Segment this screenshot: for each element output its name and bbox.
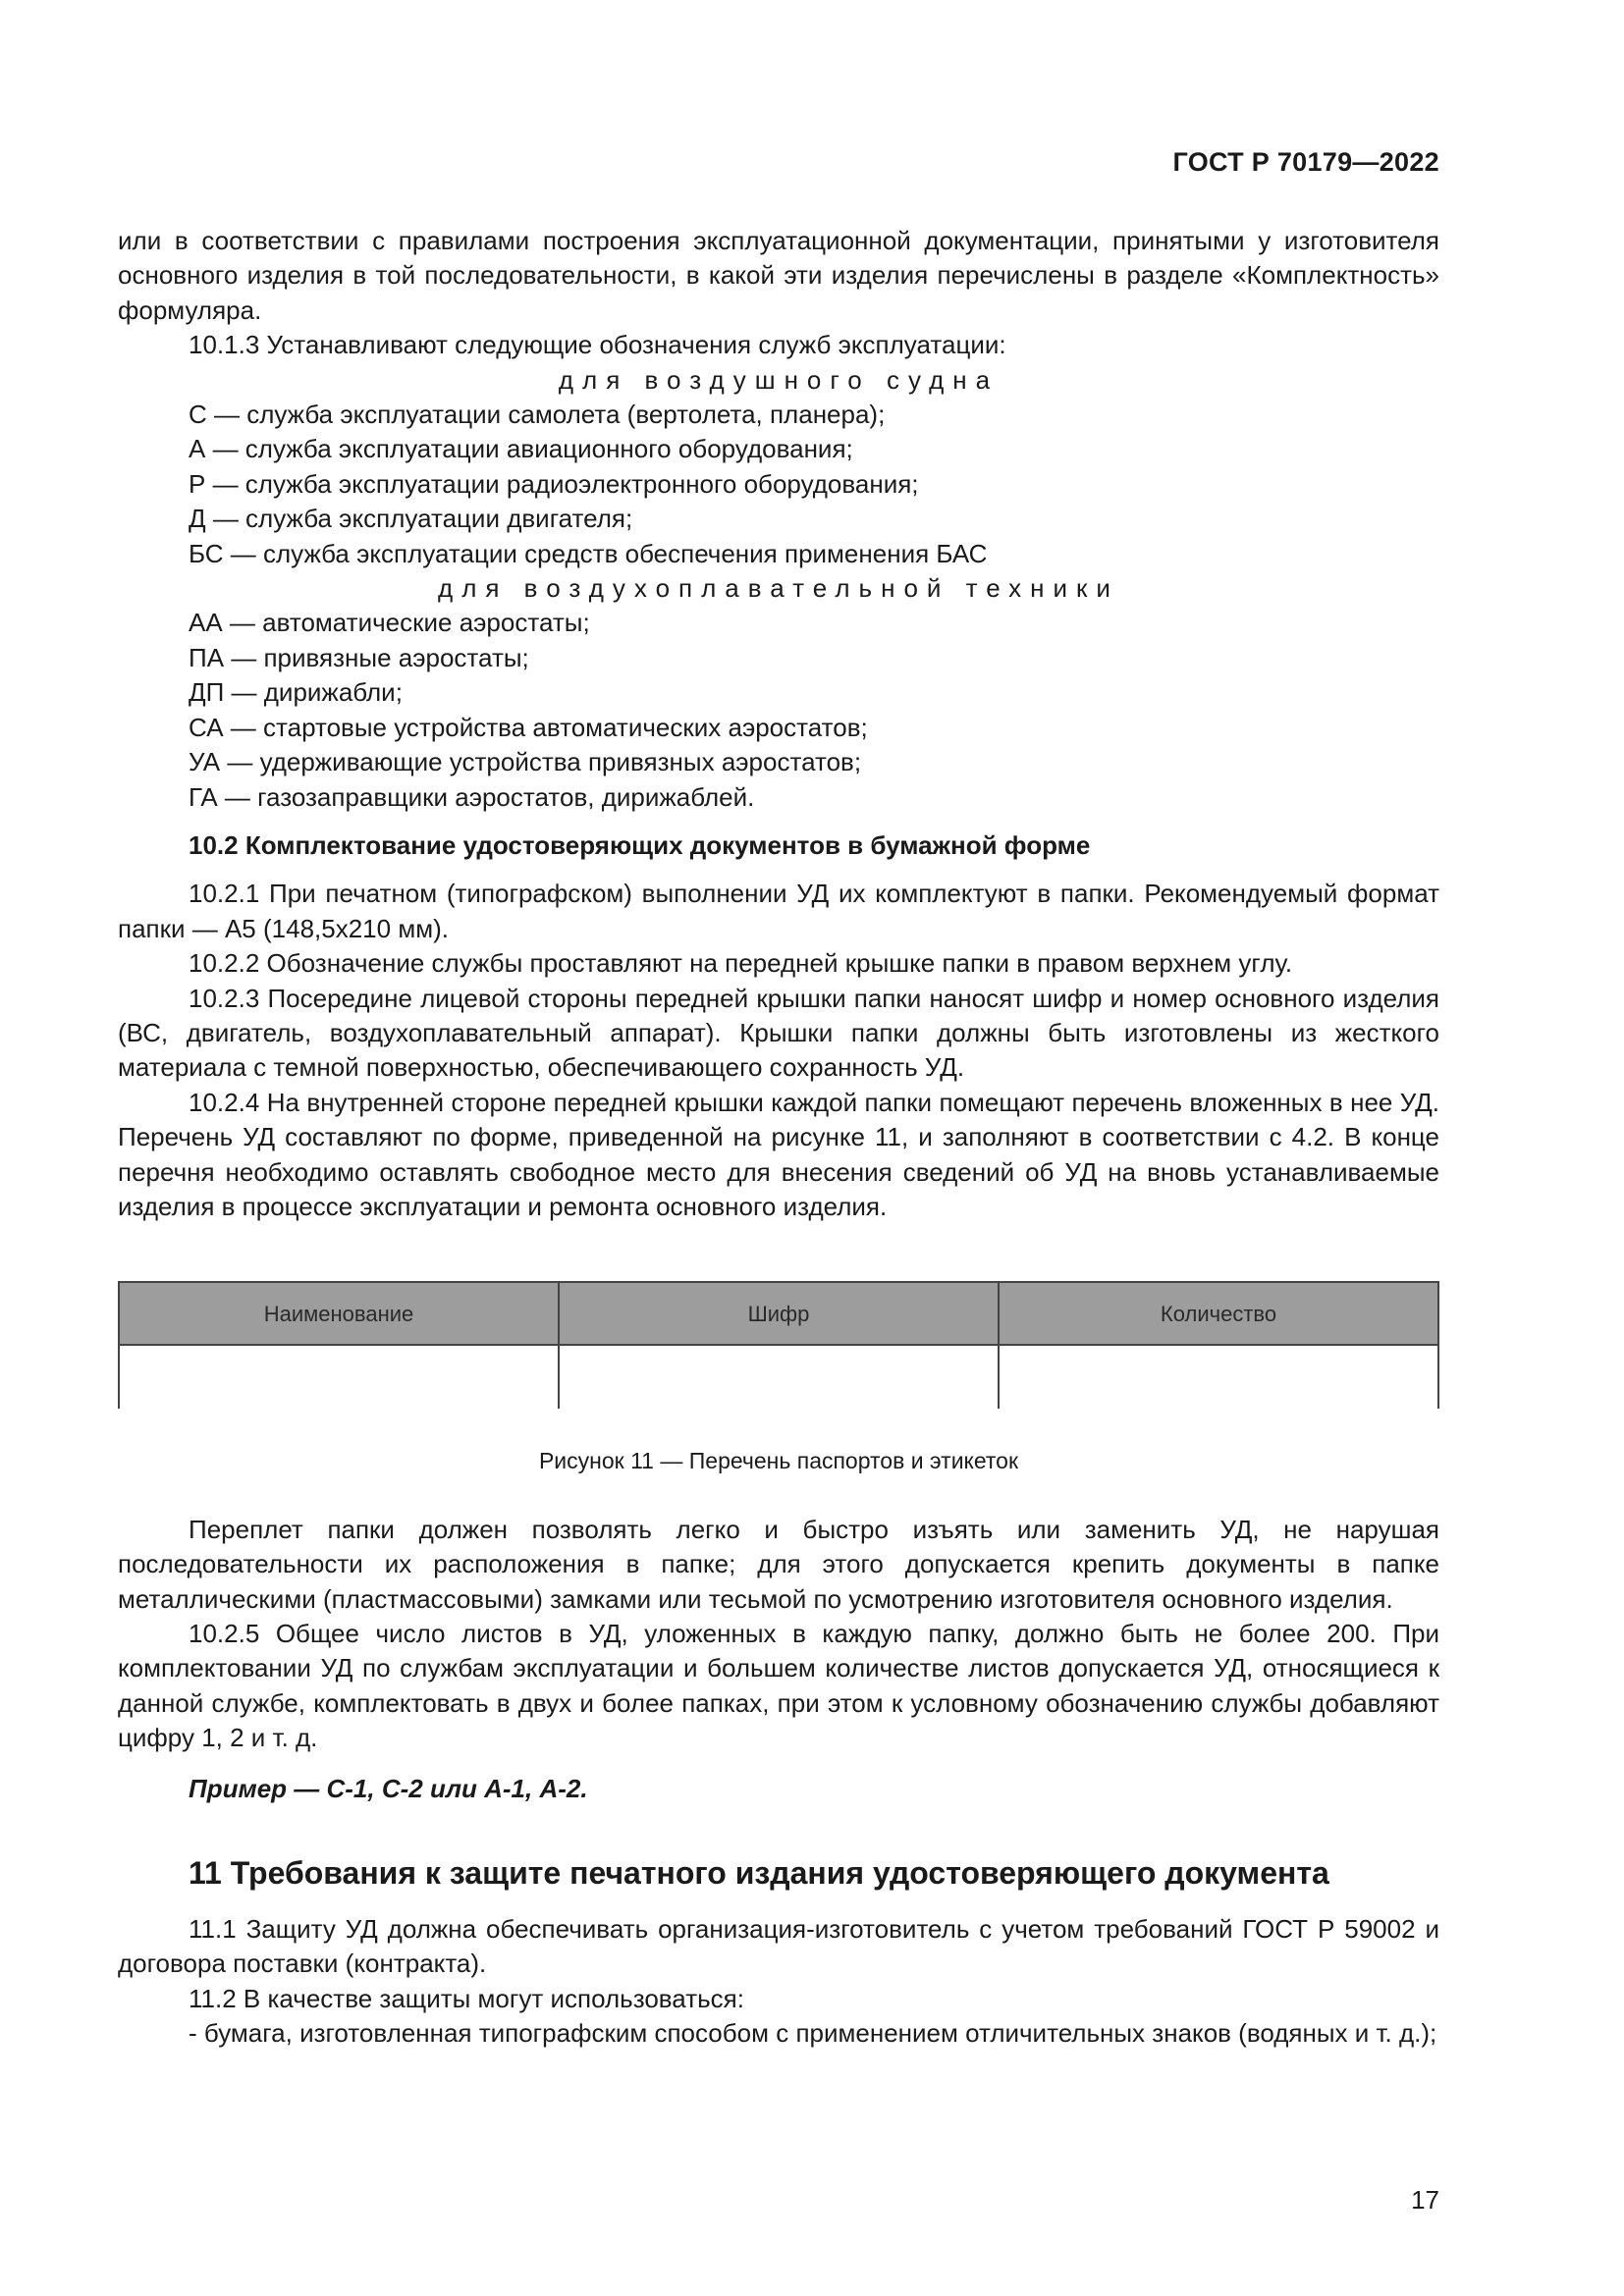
figure-caption: Рисунок 11 — Перечень паспортов и этикеток [538, 1448, 1019, 1474]
list-item: СА — стартовые устройства автоматических аэростатов; [189, 712, 868, 742]
group-heading-aeronautics: для воздухоплавательной техники [438, 573, 1119, 604]
table-cell [999, 1345, 1438, 1409]
list-item: Д — служба эксплуатации двигателя; [189, 504, 633, 534]
list-item: С — служба эксплуатации самолета (вертолета, планера); [189, 400, 886, 430]
paragraph-continuation: или в соответствии с правилами построения эксплуатационной документации, принятыми у изготовителя основного изделия в той последовательности, в какой эти изделия перечислены в разделе «Комплектность» формуляра. [118, 226, 1439, 325]
paragraph-11-1: 11.1 Защиту УД должна обеспечивать организация-изготовитель с учетом требований ГОСТ Р 59002 и договора поставки (контракта). [118, 1914, 1439, 1979]
list-item: ПА — привязные аэростаты; [189, 642, 529, 672]
paragraph-10-2-4: 10.2.4 На внутренней стороне передней крышки каждой папки помещают перечень вложенных в нее УД. Перечень УД составляют по форме, приведенной на рисунке 11, и заполняют в соответствии с 4.2. В конце перечня необходимо оставлять свободное место для внесения сведений об УД на вновь устанавливаемые изделия в процессе эксплуатации и ремонта основного изделия. [118, 1087, 1439, 1221]
list-item: ДП — дирижабли; [189, 677, 403, 708]
page-number: 17 [1411, 2185, 1439, 2215]
column-header-name: Наименование [119, 1282, 559, 1345]
list-item: БС — служба эксплуатации средств обеспечения применения БАС [189, 538, 988, 568]
paragraph-10-1-3: 10.1.3 Устанавливают следующие обозначения служб эксплуатации: [189, 330, 1006, 360]
list-item: Р — служба эксплуатации радиоэлектронного оборудования; [189, 468, 919, 499]
figure-11-table [118, 1281, 1439, 1409]
paragraph-binding: Переплет папки должен позволять легко и быстро изъять или заменить УД, не нарушая последовательности их расположения в папке; для этого допускается крепить документы в папке металлическими (пластмассовыми) замками или тесьмой по усмотрению изготовителя основного изделия. [118, 1514, 1439, 1614]
paragraph-11-2: 11.2 В качестве защиты могут использоваться: [189, 1983, 744, 2013]
aeronautics-services-list [118, 606, 1439, 814]
paragraph-10-2-3: 10.2.3 Посередине лицевой стороны передней крышки папки наносят шифр и номер основного изделия (ВС, двигатель, воздухоплавательный аппарат). Крышки папки должны быть изготовлены из жесткого материала с темной поверхностью, обеспечивающего сохранность УД. [118, 983, 1439, 1083]
table-row [119, 1345, 1438, 1409]
list-item: ГА — газозаправщики аэростатов, дирижаблей. [189, 781, 755, 812]
list-item: АА — автоматические аэростаты; [189, 608, 590, 638]
example-note: Пример — С-1, С-2 или А-1, А-2. [189, 1773, 588, 1803]
section-heading-11: 11 Требования к защите печатного издания удостоверяющего документа [189, 1855, 1329, 1892]
table-cell [559, 1345, 999, 1409]
column-header-quantity: Количество [999, 1282, 1438, 1345]
paragraph-10-2-2: 10.2.2 Обозначение службы проставляют на передней крышке папки в правом верхнем углу. [189, 948, 1293, 979]
document-body [118, 224, 1439, 2052]
list-item: УА — удерживающие устройства привязных аэростатов; [189, 747, 862, 777]
paragraph-10-2-5: 10.2.5 Общее число листов в УД, уложенных в каждую папку, должно быть не более 200. При комплектовании УД по службам эксплуатации и большем количестве листов допускается УД, относящиеся к данной службе, комплектовать в двух и более папках, при этом к условному обозначению службы добавляют цифру 1, 2 и т. д. [118, 1619, 1439, 1753]
document-code-header: ГОСТ Р 70179—2022 [1172, 147, 1439, 177]
table-cell [119, 1345, 559, 1409]
column-header-code: Шифр [559, 1282, 999, 1345]
table-header-row [119, 1282, 1438, 1345]
subsection-heading-10-2: 10.2 Комплектование удостоверяющих документов в бумажной форме [189, 829, 1091, 860]
paragraph-11-2-item: - бумага, изготовленная типографским способом с применением отличительных знаков (водяных и т. д.); [189, 2018, 1437, 2049]
group-heading-aircraft: для воздушного судна [558, 364, 1000, 395]
paragraph-10-2-1: 10.2.1 При печатном (типографском) выполнении УД их комплектуют в папки. Рекомендуемый формат папки — А5 (148,5x210 мм). [118, 879, 1439, 943]
list-item: А — служба эксплуатации авиационного оборудования; [189, 434, 853, 464]
aircraft-services-list [118, 398, 1439, 571]
